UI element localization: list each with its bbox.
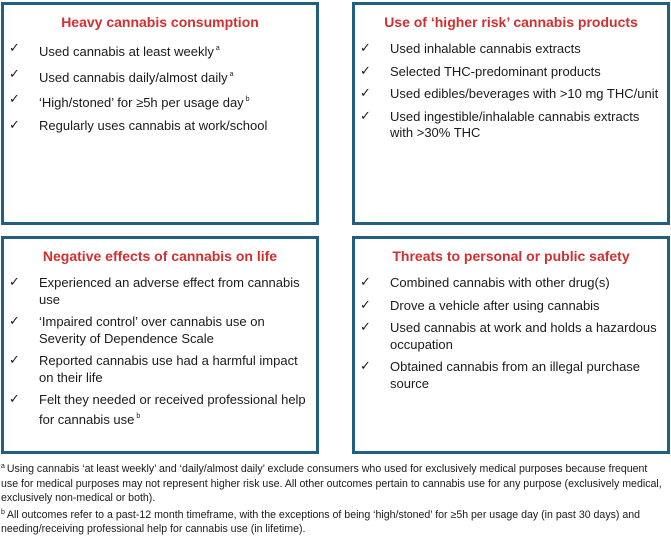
list-item — [360, 86, 661, 103]
item-text: Drove a vehicle after using cannabis — [390, 297, 600, 313]
list-item — [9, 66, 310, 87]
item-text: Experienced an adverse effect from cannabis use — [39, 275, 300, 307]
criteria-list — [355, 41, 667, 142]
footnote-text: Using cannabis ‘at least weekly’ and ‘daily/almost daily’ exclude consumers who used for exclusively medical purposes because frequent use for medical purposes may not represent higher risk use. All other outcomes pertain to cannabis use for any purpose (exclusively medical, exclusively non-medical or both). — [1, 463, 662, 505]
list-item — [360, 297, 661, 315]
panel-heavy-consumption — [1, 2, 319, 225]
check-icon: ✓ — [360, 86, 371, 101]
list-item — [360, 41, 661, 58]
criteria-list — [4, 275, 316, 428]
panel-title: Negative effects of cannabis on life — [42, 248, 278, 264]
list-item — [360, 359, 661, 392]
item-text: Used cannabis at work and holds a hazardous occupation — [390, 320, 657, 352]
item-text: Used inhalable cannabis extracts — [390, 41, 581, 56]
item-text: Used ingestible/inhalable cannabis extracts with >30% THC — [390, 108, 640, 140]
footnote-mark: a — [1, 463, 5, 470]
footnote-ref: a — [215, 45, 220, 52]
check-icon: ✓ — [360, 359, 371, 374]
item-text: ‘High/stoned’ for ≥5h per usage day — [39, 95, 244, 110]
list-item — [360, 108, 661, 142]
check-icon: ✓ — [9, 275, 20, 290]
criteria-list — [4, 41, 316, 134]
panel-title: Threats to personal or public safety — [392, 248, 630, 264]
check-icon: ✓ — [360, 275, 371, 290]
check-icon: ✓ — [360, 63, 371, 79]
criteria-list — [355, 275, 667, 392]
item-text: Used edibles/beverages with >10 mg THC/unit — [390, 86, 659, 101]
item-text: Used cannabis at least weekly — [39, 44, 214, 59]
check-icon: ✓ — [360, 41, 371, 56]
footnote-ref: b — [136, 412, 141, 420]
list-item — [9, 92, 310, 112]
footnote-text: All outcomes refer to a past-12 month timeframe, with the exceptions of being ‘high/stoned’ for ≥5h per usage day (in past 30 days) and needing/receiving professional help for cannabis use (in lifetime). — [1, 508, 641, 536]
item-text: ‘Impaired control’ over cannabis use on Severity of Dependence Scale — [39, 314, 265, 346]
check-icon: ✓ — [9, 392, 20, 407]
panel-higher-risk-products — [352, 2, 670, 225]
footnote-b — [1, 506, 667, 537]
list-item — [9, 117, 310, 135]
item-text: Selected THC-predominant products — [390, 63, 601, 79]
panel-title: Heavy cannabis consumption — [61, 14, 259, 30]
check-icon: ✓ — [360, 108, 371, 124]
footnotes — [0, 460, 671, 537]
item-text: Felt they needed or received professional help for cannabis use — [39, 392, 306, 427]
list-item — [9, 275, 310, 308]
item-text: Reported cannabis use had a harmful impact on their life — [39, 353, 298, 385]
check-icon: ✓ — [360, 297, 371, 313]
list-item — [9, 392, 310, 428]
list-item — [360, 320, 661, 353]
list-item — [9, 41, 310, 61]
panel-safety-threats — [352, 236, 670, 454]
item-text: Regularly uses cannabis at work/school — [39, 117, 268, 133]
check-icon: ✓ — [9, 314, 20, 329]
check-icon: ✓ — [9, 41, 20, 56]
panel-negative-effects — [1, 236, 319, 454]
check-icon: ✓ — [9, 353, 20, 368]
check-icon: ✓ — [9, 66, 20, 82]
footnote-mark: b — [1, 508, 5, 516]
item-text: Used cannabis daily/almost daily — [39, 69, 228, 85]
list-item — [9, 353, 310, 386]
panel-title: Use of ‘higher risk’ cannabis products — [384, 14, 638, 30]
list-item — [9, 314, 310, 347]
footnote-ref: b — [245, 96, 250, 103]
list-item — [360, 63, 661, 81]
item-text: Combined cannabis with other drug(s) — [390, 275, 610, 290]
footnote-a — [1, 460, 667, 506]
check-icon: ✓ — [9, 92, 20, 107]
check-icon: ✓ — [9, 117, 20, 133]
check-icon: ✓ — [360, 320, 371, 335]
footnote-ref: a — [229, 70, 234, 78]
item-text: Obtained cannabis from an illegal purchase source — [390, 359, 641, 391]
list-item — [360, 275, 661, 292]
